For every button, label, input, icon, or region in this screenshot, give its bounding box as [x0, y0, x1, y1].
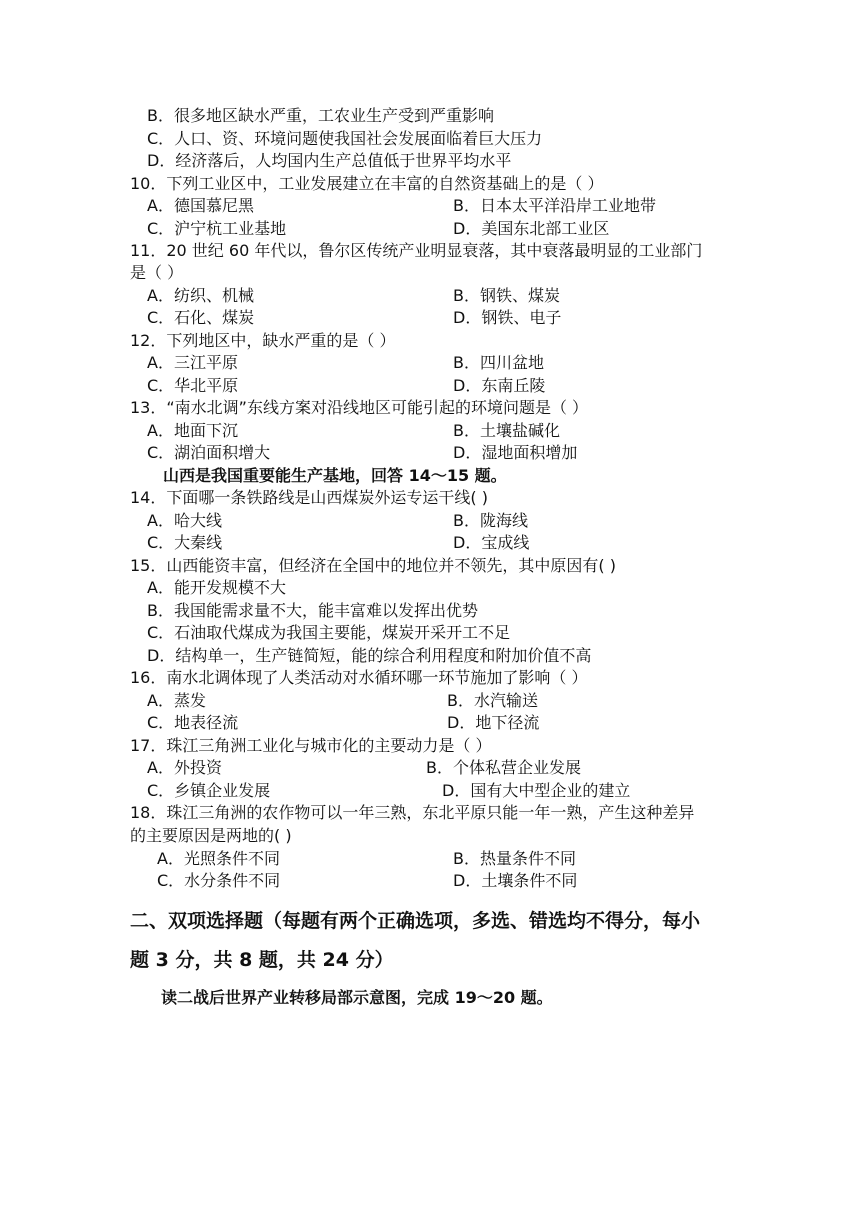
q17-option-b: B．个体私营企业发展 — [426, 758, 581, 777]
q15-option-b: B．我国能需求量不大，能丰富难以发挥出优势 — [147, 601, 478, 620]
q11-stem: 11．20 世纪 60 年代以，鲁尔区传统产业明显衰落，其中衰落最明显的工业部门 — [130, 241, 703, 260]
q14-option-d: D．宝成线 — [453, 533, 530, 552]
q12-option-b: B．四川盆地 — [453, 353, 544, 372]
q18-stem: 18．珠江三角洲的农作物可以一年三熟，东北平原只能一年一熟，产生这种差异 — [130, 803, 695, 822]
q17-stem: 17．珠江三角洲工业化与城市化的主要动力是（ ） — [130, 736, 492, 755]
q11-option-b: B．钢铁、煤炭 — [453, 286, 560, 305]
q14-option-b: B．陇海线 — [453, 511, 528, 530]
q13-option-c: C．湖泊面积增大 — [147, 443, 271, 462]
q11-stem-cont: 是（ ） — [130, 263, 184, 282]
q18-option-a: A．光照条件不同 — [157, 849, 280, 868]
q16-stem: 16．南水北调体现了人类活动对水循环哪一环节施加了影响（ ） — [130, 668, 588, 687]
q10-option-b: B．日本太平洋沿岸工业地带 — [453, 196, 656, 215]
q17-option-d: D．国有大中型企业的建立 — [442, 781, 631, 800]
q13-option-a: A．地面下沉 — [147, 421, 238, 440]
q17-option-a: A．外投资 — [147, 758, 222, 777]
q18-stem-cont: 的主要原因是两地的( ) — [130, 826, 292, 845]
q15-option-c: C．石油取代煤成为我国主要能，煤炭开采开工不足 — [147, 623, 511, 642]
q18-option-c: C．水分条件不同 — [157, 871, 281, 890]
q12-stem: 12．下列地区中，缺水严重的是（ ） — [130, 331, 396, 350]
q16-option-a: A．蒸发 — [147, 691, 206, 710]
q13-stem: 13．“南水北调”东线方案对沿线地区可能引起的环境问题是（ ） — [130, 398, 589, 417]
q15-option-a: A．能开发规模不大 — [147, 578, 286, 597]
q9-option-c: C．人口、资、环境问题使我国社会发展面临着巨大压力 — [147, 129, 543, 148]
q15-stem: 15．山西能资丰富，但经济在全国中的地位并不领先，其中原因有( ) — [130, 556, 616, 575]
group-intro-19-20: 读二战后世界产业转移局部示意图，完成 19～20 题。 — [161, 988, 553, 1007]
q10-stem: 10．下列工业区中，工业发展建立在丰富的自然资基础上的是（ ） — [130, 174, 604, 193]
q15-option-d: D．结构单一，生产链简短，能的综合利用程度和附加价值不高 — [147, 646, 592, 665]
q13-option-d: D．湿地面积增加 — [453, 443, 578, 462]
q14-stem: 14．下面哪一条铁路线是山西煤炭外运专运干线( ) — [130, 488, 488, 507]
q16-option-d: D．地下径流 — [447, 713, 540, 732]
q14-option-c: C．大秦线 — [147, 533, 223, 552]
q12-option-d: D．东南丘陵 — [453, 376, 546, 395]
q17-option-c: C．乡镇企业发展 — [147, 781, 271, 800]
section-heading-2: 二、双项选择题（每题有两个正确选项，多选、错选均不得分，每小 — [130, 910, 701, 932]
q11-option-c: C．石化、煤炭 — [147, 308, 255, 327]
q9-option-d: D．经济落后，人均国内生产总值低于世界平均水平 — [147, 151, 512, 170]
section-heading-2-cont: 题 3 分，共 8 题，共 24 分） — [130, 949, 394, 971]
q12-option-c: C．华北平原 — [147, 376, 239, 395]
group-intro-14-15: 山西是我国重要能生产基地，回答 14～15 题。 — [163, 466, 507, 485]
q16-option-b: B．水汽输送 — [447, 691, 538, 710]
q12-option-a: A．三江平原 — [147, 353, 238, 372]
q11-option-a: A．纺织、机械 — [147, 286, 254, 305]
q14-option-a: A．哈大线 — [147, 511, 222, 530]
q10-option-d: D．美国东北部工业区 — [453, 219, 610, 238]
q9-option-b: B．很多地区缺水严重，工农业生产受到严重影响 — [147, 106, 494, 125]
q10-option-a: A．德国慕尼黑 — [147, 196, 254, 215]
q10-option-c: C．沪宁杭工业基地 — [147, 219, 287, 238]
q18-option-b: B．热量条件不同 — [453, 849, 576, 868]
q16-option-c: C．地表径流 — [147, 713, 239, 732]
q13-option-b: B．土壤盐碱化 — [453, 421, 560, 440]
q11-option-d: D．钢铁、电子 — [453, 308, 562, 327]
q18-option-d: D．土壤条件不同 — [453, 871, 578, 890]
